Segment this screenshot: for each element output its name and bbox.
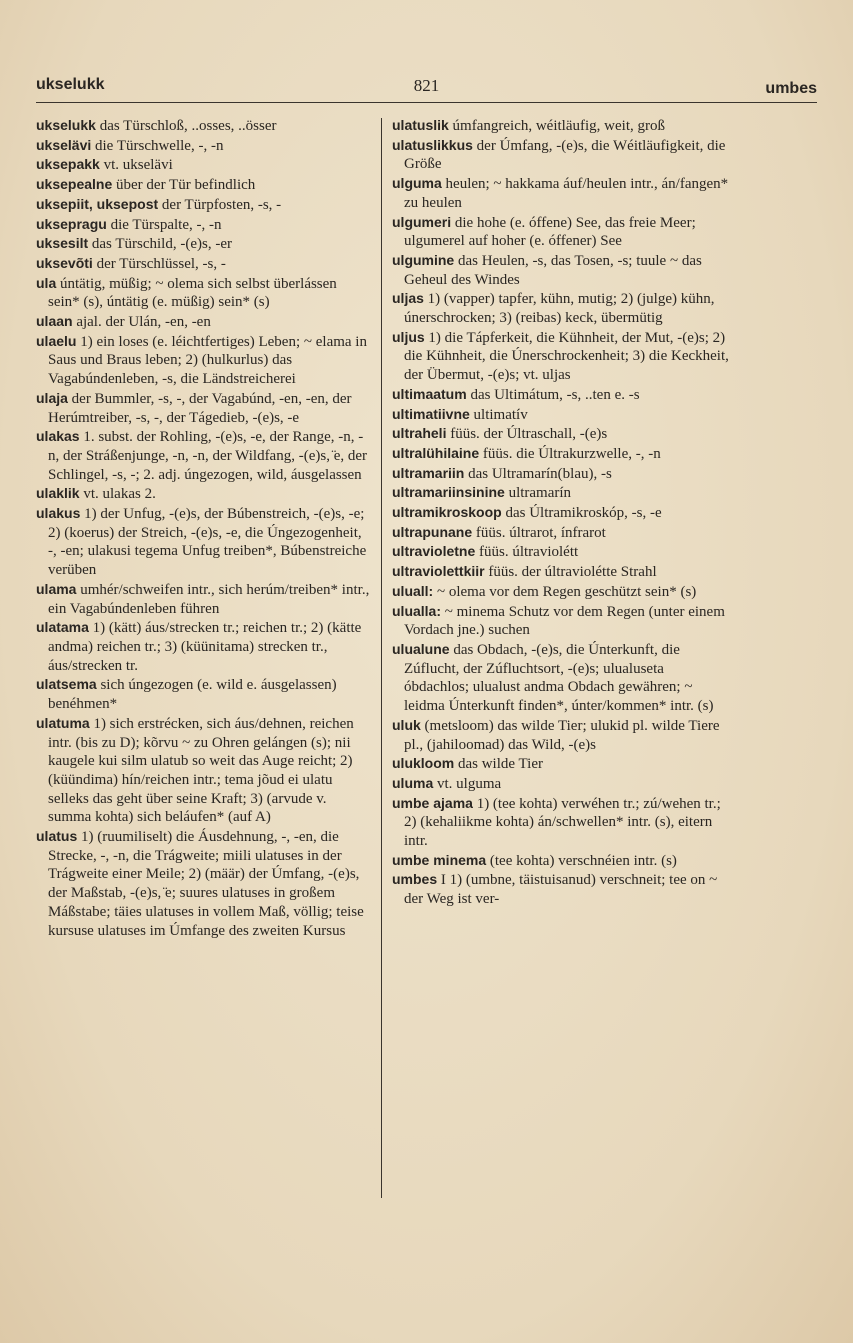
entry-headword: ulakus xyxy=(36,505,81,522)
dictionary-entry xyxy=(36,827,372,940)
dictionary-entry xyxy=(36,714,372,827)
dictionary-entry xyxy=(392,328,729,385)
dictionary-entry xyxy=(36,504,372,580)
entry-headword: ukselukk xyxy=(36,117,96,133)
dictionary-entry xyxy=(392,562,729,582)
dictionary-entry xyxy=(392,716,729,754)
entry-definition: das Obdach, -(e)s, die Únterkunft, die Zúflucht, der Zúfluchtsort, -(e)s; ulualuseta óbdachlos; ulualust andma Obdach gewähren; ~ leidma Únterkunft finden*, únter/kommen* intr. (s) xyxy=(404,641,714,715)
dictionary-entry xyxy=(36,580,372,618)
dictionary-entry xyxy=(392,851,729,871)
dictionary-entry xyxy=(36,215,372,235)
dictionary-entry xyxy=(392,116,729,136)
entry-headword: uksepragu xyxy=(36,215,107,232)
dictionary-entry xyxy=(36,195,372,215)
dictionary-entry xyxy=(392,582,729,602)
entry-headword: ukselävi xyxy=(36,136,92,153)
dictionary-entry xyxy=(392,483,729,503)
entry-definition: 1) (vapper) tapfer, kühn, mutig; 2) (julge) kühn, únerschrocken; 3) (reibas) keck, übermütig xyxy=(404,291,715,327)
entry-headword: ulatuslik xyxy=(392,117,449,133)
entry-definition: úmfangreich, wéitläufig, weit, groß xyxy=(448,118,665,134)
entry-definition: 1. subst. der Rohling, -(e)s, -e, der Range, -n, -n, der Stráßenjunge, -n, -n, der Wildfang, -(e)s, ̈e, der Schlingel, -s, -; 2. adj. úngezogen, wild, áusgelassen xyxy=(48,429,368,483)
dictionary-entry xyxy=(392,640,729,716)
entry-definition: der Türschlüssel, -s, - xyxy=(92,255,226,272)
dictionary-entry xyxy=(392,774,729,794)
dictionary-entry xyxy=(392,794,729,851)
page-number: 821 xyxy=(413,76,440,95)
entry-headword: ultraviolettkiir xyxy=(392,563,485,580)
dictionary-entry xyxy=(392,174,729,212)
entry-headword: ulualla: xyxy=(392,602,442,619)
entry-definition: füüs. der Últraschall, -(e)s xyxy=(446,426,608,443)
entry-definition: (metsloom) das wilde Tier; ulukid pl. wilde Tiere pl., (jahiloomad) das Wild, -(e)s xyxy=(404,717,720,753)
dictionary-entry xyxy=(392,523,729,543)
header-left-guideword: ukselukk xyxy=(36,76,105,93)
entry-headword: umbes xyxy=(392,871,438,888)
entry-definition: vt. ulakas 2. xyxy=(79,486,156,503)
dictionary-entry xyxy=(36,274,372,312)
entry-headword: uljus xyxy=(392,328,425,345)
entry-definition: das Ultramarín(blau), -s xyxy=(464,465,612,482)
dictionary-entry xyxy=(392,444,729,464)
dictionary-entry xyxy=(36,675,372,713)
entry-definition: das Türschloß, ..osses, ..össer xyxy=(95,118,277,134)
entry-headword: uksevõti xyxy=(36,254,93,271)
right-column xyxy=(392,116,729,909)
dictionary-entry xyxy=(392,136,729,174)
dictionary-entry xyxy=(36,136,372,156)
dictionary-entry xyxy=(36,116,372,136)
dictionary-entry xyxy=(36,427,372,484)
entry-definition: das Heulen, -s, das Tosen, -s; tuule ~ das Geheul des Windes xyxy=(404,252,702,288)
entry-headword: ulukloom xyxy=(392,755,455,772)
dictionary-entry xyxy=(392,464,729,484)
entry-headword: ultrapunane xyxy=(392,523,473,540)
entry-headword: ulualune xyxy=(392,640,450,657)
dictionary-entry xyxy=(392,251,729,289)
dictionary-entry xyxy=(36,254,372,274)
dictionary-entry xyxy=(392,602,729,640)
dictionary-entry xyxy=(36,389,372,427)
entry-definition: das Ultimátum, -s, ..ten e. -s xyxy=(466,386,640,403)
dictionary-entry xyxy=(392,754,729,774)
entry-definition: ~ olema vor dem Regen geschützt sein* (s) xyxy=(433,583,697,600)
dictionary-entry xyxy=(392,503,729,523)
entry-definition: füüs. últrarot, ínfrarot xyxy=(472,524,606,541)
entry-definition: über der Tür befindlich xyxy=(112,177,256,194)
entry-headword: ultramariinsinine xyxy=(392,484,505,501)
entry-definition: vt. ukselävi xyxy=(99,157,173,174)
entry-headword: umbe minema xyxy=(392,851,487,868)
entry-definition: sich úngezogen (e. wild e. áusgelassen) benéhmen* xyxy=(48,677,337,713)
entry-definition: heulen; ~ hakkama áuf/heulen intr., án/fangen* zu heulen xyxy=(404,176,729,211)
entry-headword: ultramikroskoop xyxy=(392,504,502,521)
dictionary-entry xyxy=(392,542,729,562)
entry-definition: füüs. últraviolétt xyxy=(475,544,579,561)
dictionary-entry xyxy=(36,234,372,254)
entry-definition: ultramarín xyxy=(504,485,572,502)
entry-definition: die Türschwelle, -, -n xyxy=(91,137,224,154)
entry-headword: umbe ajama xyxy=(392,794,473,811)
entry-definition: 1) ein loses (e. léichtfertiges) Leben; ~ elama in Saus und Braus leben; 2) (hulkurlus) das Vagabúndenleben, -s, die Ländstreicherei xyxy=(48,333,367,388)
entry-definition: umhér/schweifen intr., sich herúm/treiben* intr., ein Vagabúndenleben führen xyxy=(48,581,370,617)
entry-headword: ulatsema xyxy=(36,676,97,693)
dictionary-entry xyxy=(36,312,372,332)
entry-headword: ulaan xyxy=(36,313,73,330)
dictionary-entry xyxy=(36,155,372,175)
entry-definition: 1) der Unfug, -(e)s, der Búbenstreich, -(e)s, -e; 2) (koerus) der Streich, -(e)s, -e, die Úngezogenheit, -, -en; ulakusi tegema Unfug treiben*, Búbenstreiche verüben xyxy=(48,506,367,579)
entry-headword: ultramariin xyxy=(392,464,465,481)
dictionary-entry xyxy=(36,332,372,389)
entry-definition: 1) (ruumiliselt) die Áusdehnung, -, -en, die Strecke, -, -n, die Trágweite; miili ulatuses in der Trágweite einer Meile; 2) (määr) der Úmfang, -(e)s, der Maßstab, -(e)s, ̈e; suures ulatuses in großem Máßstabe; täies ulatuses in vollem Maß, völlig; teise kursuse ulatuses im Úmfange des zweiten Kursus xyxy=(48,829,364,939)
dictionary-entry xyxy=(36,175,372,195)
entry-headword: ulakas xyxy=(36,428,80,445)
entry-definition: 1) sich erstrécken, sich áus/dehnen, reichen intr. (bis zu D); kõrvu ~ zu Ohren gelángen (s); nii kaugele kui silm ulatub so weit das Auge reicht; 2) (küündima) hín/reichen intr.; tema jõud ei ulatu selleks das geht über seine Kraft; 3) (arvude v. summa kohta) sich beláufen* (auf A) xyxy=(48,715,354,826)
entry-headword: uluall: xyxy=(392,582,434,599)
entry-headword: ulatus xyxy=(36,828,78,845)
entry-definition: der Úmfang, -(e)s, die Wéitläufigkeit, die Größe xyxy=(404,137,726,173)
entry-headword: ultralühilaine xyxy=(392,444,480,461)
dictionary-entry xyxy=(392,870,729,908)
entry-headword: uksesilt xyxy=(36,235,89,252)
column-divider xyxy=(381,118,382,1198)
entry-headword: ulaelu xyxy=(36,332,77,349)
entry-definition: ~ minema Schutz vor dem Regen (unter einem Vordach jne.) suchen xyxy=(404,603,725,639)
entry-headword: uluma xyxy=(392,774,434,791)
entry-headword: ulama xyxy=(36,580,77,597)
page-header xyxy=(36,72,817,103)
entry-headword: ulaja xyxy=(36,389,68,406)
entry-headword: ulatama xyxy=(36,619,89,636)
entry-definition: 1) (tee kohta) verwéhen tr.; zú/wehen tr.; 2) (kehaliikme kohta) án/schwellen* intr. (s), eitern intr. xyxy=(404,795,721,850)
entry-definition: das Últramikroskóp, -s, -e xyxy=(501,505,662,522)
entry-headword: uksepealne xyxy=(36,176,113,193)
entry-headword: ultimaatum xyxy=(392,385,467,402)
entry-headword: uksepiit, uksepost xyxy=(36,195,159,212)
dictionary-entry xyxy=(392,385,729,405)
entry-definition: die Türspalte, -, -n xyxy=(106,216,222,233)
entry-definition: füüs. der últraviolétte Strahl xyxy=(484,564,657,581)
entry-headword: ulatuma xyxy=(36,714,90,731)
left-column xyxy=(36,116,372,940)
entry-headword: ulatuslikkus xyxy=(392,136,473,153)
entry-headword: uljas xyxy=(392,290,424,307)
entry-headword: ulguma xyxy=(392,175,442,192)
entry-headword: ulgumeri xyxy=(392,213,452,230)
dictionary-entry xyxy=(36,618,372,675)
entry-headword: ulgumine xyxy=(392,251,455,268)
entry-headword: ultravioletne xyxy=(392,543,476,560)
entry-definition: (tee kohta) verschnéien intr. (s) xyxy=(486,852,677,869)
entry-definition: 1) die Tápferkeit, die Kühnheit, der Mut, -(e)s; 2) die Kühnheit, die Únerschrockenheit; 3) die Keckheit, der Übermut, -(e)s; vt. uljas xyxy=(404,329,729,384)
dictionary-entry xyxy=(36,484,372,504)
header-right-guideword: umbes xyxy=(765,80,817,97)
entry-definition: I 1) (umbne, täistuisanud) verschneit; tee on ~ der Weg ist ver- xyxy=(404,872,718,908)
entry-definition: ajal. der Ulán, -en, -en xyxy=(72,314,211,331)
entry-headword: ula xyxy=(36,274,57,291)
dictionary-entry xyxy=(392,289,729,327)
entry-definition: úntätig, müßig; ~ olema sich selbst überlássen sein* (s), úntätig (e. müßig) sein* (s) xyxy=(48,275,337,311)
entry-definition: ultimatív xyxy=(469,406,528,423)
entry-headword: ultraheli xyxy=(392,425,447,442)
dictionary-entry xyxy=(392,213,729,251)
entry-definition: das wilde Tier xyxy=(454,756,543,773)
entry-definition: vt. ulguma xyxy=(433,775,502,792)
entry-definition: der Türpfosten, -s, - xyxy=(158,196,282,213)
dictionary-entry xyxy=(392,405,729,425)
entry-definition: das Türschild, -(e)s, -er xyxy=(88,236,232,253)
entry-definition: 1) (kätt) áus/strecken tr.; reichen tr.; 2) (kätte andma) reichen tr.; 3) (küünitama) strecken tr., áus/strecken tr. xyxy=(48,620,362,674)
dictionary-entry xyxy=(392,424,729,444)
entry-headword: uluk xyxy=(392,716,421,733)
entry-headword: ulaklik xyxy=(36,485,80,502)
entry-definition: die hohe (e. óffene) See, das freie Meer; ulgumerel auf hoher (e. óffener) See xyxy=(404,214,696,250)
entry-definition: der Bummler, -s, -, der Vagabúnd, -en, -en, der Herúmtreiber, -s, -, der Tágedieb, -(e)s, -e xyxy=(48,390,352,426)
entry-headword: uksepakk xyxy=(36,156,100,173)
entry-headword: ultimatiivne xyxy=(392,405,470,422)
entry-definition: füüs. die Últrakurzwelle, -, -n xyxy=(479,445,661,462)
